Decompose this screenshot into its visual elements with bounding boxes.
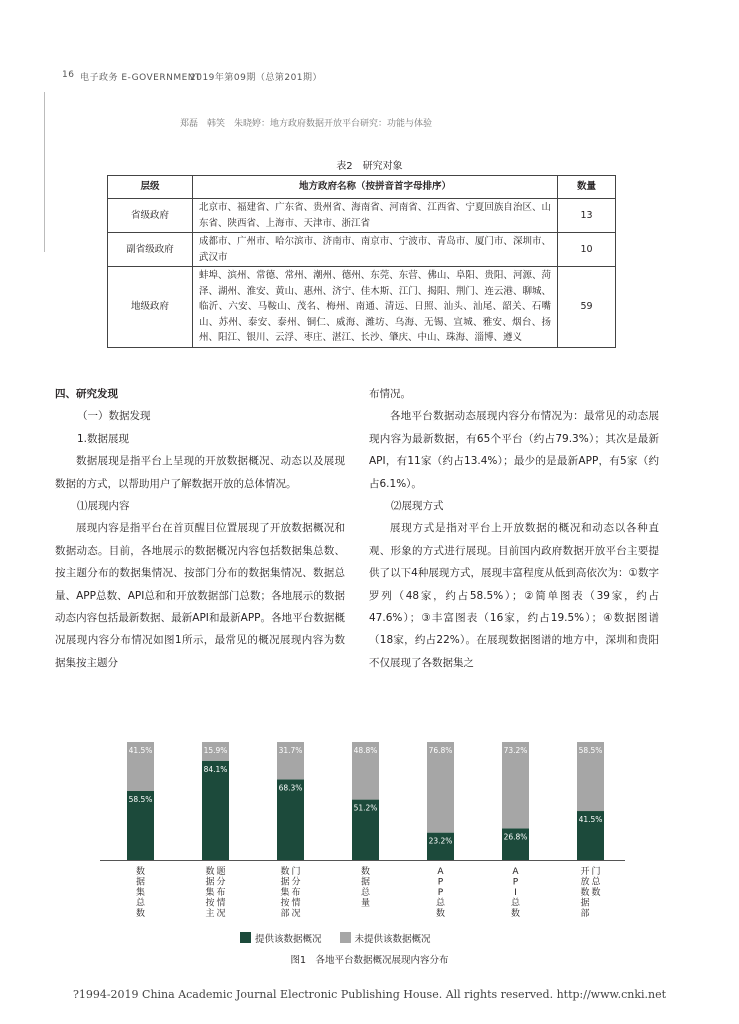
table-cell-count: 10 [558, 233, 616, 267]
bar-data-label: 26.8% [503, 832, 528, 842]
table-row [108, 267, 616, 348]
bar-data-label: 76.8% [428, 746, 453, 755]
research-objects-table [107, 175, 616, 348]
x-tick-label-char: 数 [435, 909, 446, 919]
x-tick-label-char: 按 [280, 898, 290, 909]
legend-label: 提供该数据概况 [255, 934, 322, 945]
x-tick-label-char: 情 [216, 898, 226, 909]
paragraph: 数据展现是指平台上呈现的开放数据概况、动态以及展现数据的方式，以帮助用户了解数据开放的总体情况。 [55, 455, 345, 490]
x-tick-label-char: 总 [135, 898, 146, 909]
x-tick-label-char: 布 [216, 888, 226, 898]
table-cell-count: 13 [558, 199, 616, 233]
copyright-footer: ?1994-2019 China Academic Journal Electronic Publishing House. All rights reserved. http://www.cnki.net [72, 988, 667, 1001]
legend-item [340, 931, 431, 945]
page-number: 16 [62, 70, 75, 80]
x-tick-label-char: A [512, 867, 519, 877]
x-tick-label-char: 数 [205, 867, 215, 877]
x-tick-label-char: 集 [280, 888, 290, 898]
table-cell-level: 地级政府 [108, 267, 193, 348]
journal-name: 电子政务 E-GOVERNMENT [80, 73, 202, 83]
paragraph: 各地平台数据动态展现内容分布情况为：最常见的动态展现内容为最新数据，有65个平台（约占79.3%）；其次是最新API，有11家（约占13.4%）；最少的是最新APP，有5家（约占6.1%）。 [369, 410, 659, 490]
x-tick-label-char: 况 [216, 909, 226, 919]
bar-data-label: 58.5% [128, 794, 153, 804]
margin-rule [44, 92, 45, 252]
bar-data-label: 73.2% [503, 746, 528, 755]
x-tick-label-char: 况 [291, 909, 301, 919]
left-column [55, 383, 345, 674]
x-tick-label-char: 部 [280, 909, 290, 919]
bar-data-label: 15.9% [203, 746, 228, 755]
point-heading: ⑵展现方式 [391, 500, 444, 513]
paragraph: 展现内容是指平台在首页醒目位置展现了开放数据概况和数据动态。目前，各地展示的数据概况内容包括数据集总数、按主题分布的数据集情况、按部门分布的数据集情况、数据总量、APP总数、API总和和开放数据部门总数；各地展示的数据动态内容包括最新数据、最新API和最新APP。各地平台数据概况展现内容分布情况如图1所示，最常见的概况展现内容为数据集按主题分 [55, 522, 345, 669]
table-cell-count: 59 [558, 267, 616, 348]
table-row [108, 199, 616, 233]
x-tick-label-char: 分 [216, 877, 226, 888]
table-cell-names: 北京市、福建省、广东省、贵州省、海南省、河南省、江西省、宁夏回族自治区、山东省、陕西省、上海市、天津市、浙江省 [193, 199, 558, 233]
x-tick-label-char: 开 [580, 867, 590, 877]
x-tick-label-char: 主 [205, 909, 215, 919]
table-header-row [108, 176, 616, 199]
table-row [108, 233, 616, 267]
x-tick-label-char: 按 [205, 898, 215, 909]
x-tick-label-char: 集 [205, 888, 215, 898]
legend-item [240, 931, 322, 945]
x-tick-label-char: 情 [291, 898, 301, 909]
table-header-level: 层级 [108, 176, 193, 199]
x-tick-label-char: 数 [135, 867, 146, 877]
x-tick-label-char: A [437, 867, 444, 877]
point-heading: ⑴展现内容 [77, 500, 130, 513]
table-header-names: 地方政府名称（按拼音首字母排序） [193, 176, 558, 199]
legend-swatch-provided [240, 932, 251, 943]
bar-data-label: 58.5% [578, 746, 603, 755]
right-column [369, 383, 659, 674]
chart-legend [240, 931, 431, 945]
bar-data-label: 84.1% [203, 764, 228, 774]
bar-data-label: 51.2% [353, 803, 378, 813]
x-tick-label-char: 门 [591, 867, 601, 877]
paragraph: 展现方式是指对平台上开放数据的概况和动态以各种直观、形象的方式进行展现。目前国内政府数据开放平台主要提供了以下4种展现方式，展现丰富程度从低到高依次为：①数字罗列（48家，约占58.5%）；②简单图表（39家，约占47.6%）；③丰富图表（16家，约占19.5%）；④数据图谱（18家，约占22%）。在展现数据图谱的地方中，深圳和贵阳不仅展现了各数据集之 [369, 522, 659, 669]
x-tick-label-char: 数 [135, 909, 146, 919]
bar-data-label: 23.2% [428, 836, 453, 846]
x-tick-label-char: P [512, 877, 519, 888]
x-tick-label-char: 数 [280, 867, 290, 877]
x-tick-label-char: P [437, 888, 444, 898]
x-tick-label-char: 量 [360, 898, 371, 909]
table-header-count: 数量 [558, 176, 616, 199]
table-cell-level: 省级政府 [108, 199, 193, 233]
bar-not-provided [427, 742, 454, 833]
x-tick-label-char: 门 [291, 867, 301, 877]
x-tick-label-char: I [514, 888, 517, 898]
x-tick-label-char: 数 [510, 909, 521, 919]
x-tick-label-char: 据 [280, 877, 290, 888]
x-tick-label-char: 部 [580, 909, 590, 919]
x-tick-label-char: 数 [591, 888, 601, 898]
x-tick-label-char: 据 [580, 898, 590, 909]
x-tick-label-char: 数 [360, 867, 371, 877]
bar-data-label: 68.3% [278, 783, 303, 793]
figure-caption: 图1 各地平台数据概况展现内容分布 [290, 955, 449, 966]
issue-info: 2019年第09期（总第201期） [190, 73, 323, 83]
bar-data-label: 48.8% [353, 746, 378, 755]
paragraph: 布情况。 [369, 388, 411, 400]
table-cell-names: 蚌埠、滨州、常德、常州、潮州、德州、东莞、东营、佛山、阜阳、贵阳、河源、菏泽、湖州、淮安、黄山、惠州、济宁、佳木斯、江门、揭阳、荆门、连云港、聊城、临沂、六安、马鞍山、茂名、梅州、南通、清远、日照、汕头、汕尾、韶关、石嘴山、苏州、泰安、泰州、铜仁、威海、潍坊、乌海、无锡、宣城、雅安、烟台、扬州、阳江、银川、云浮、枣庄、湛江、长沙、肇庆、中山、珠海、淄博、遵义 [193, 267, 558, 348]
bar-data-label: 31.7% [278, 746, 303, 755]
x-tick-label-char: 总 [510, 898, 521, 909]
x-tick-label-char: 据 [135, 877, 146, 888]
table-cell-names: 成都市、广州市、哈尔滨市、济南市、南京市、宁波市、青岛市、厦门市、深圳市、武汉市 [193, 233, 558, 267]
bar-provided [202, 761, 229, 860]
bar-data-label: 41.5% [578, 815, 603, 825]
x-tick-label-char: P [437, 877, 444, 888]
legend-swatch-not-provided [340, 932, 351, 943]
x-tick-label-char: 布 [291, 888, 301, 898]
table-caption: 表2 研究对象 [336, 161, 403, 172]
subsubsection-heading: 1.数据展现 [77, 432, 130, 445]
legend-label: 未提供该数据概况 [354, 934, 431, 945]
x-tick-label-char: 总 [591, 877, 601, 888]
x-tick-label-char: 题 [216, 867, 226, 877]
x-tick-label-char: 据 [360, 877, 371, 888]
running-header: 郑磊 韩笑 朱晓婷：地方政府数据开放平台研究：功能与体验 [180, 119, 433, 129]
x-tick-label-char: 集 [135, 888, 146, 898]
subsection-heading: （一）数据发现 [77, 410, 151, 423]
section-heading: 四、研究发现 [55, 388, 118, 400]
x-tick-label-char: 数 [580, 888, 590, 898]
x-tick-label-char: 总 [435, 898, 446, 909]
x-tick-label-char: 分 [291, 877, 301, 888]
bar-data-label: 41.5% [128, 746, 153, 755]
x-tick-label-char: 总 [360, 888, 371, 898]
x-tick-label-char: 放 [580, 877, 590, 888]
x-tick-label-char: 据 [205, 877, 215, 888]
table-cell-level: 副省级政府 [108, 233, 193, 267]
